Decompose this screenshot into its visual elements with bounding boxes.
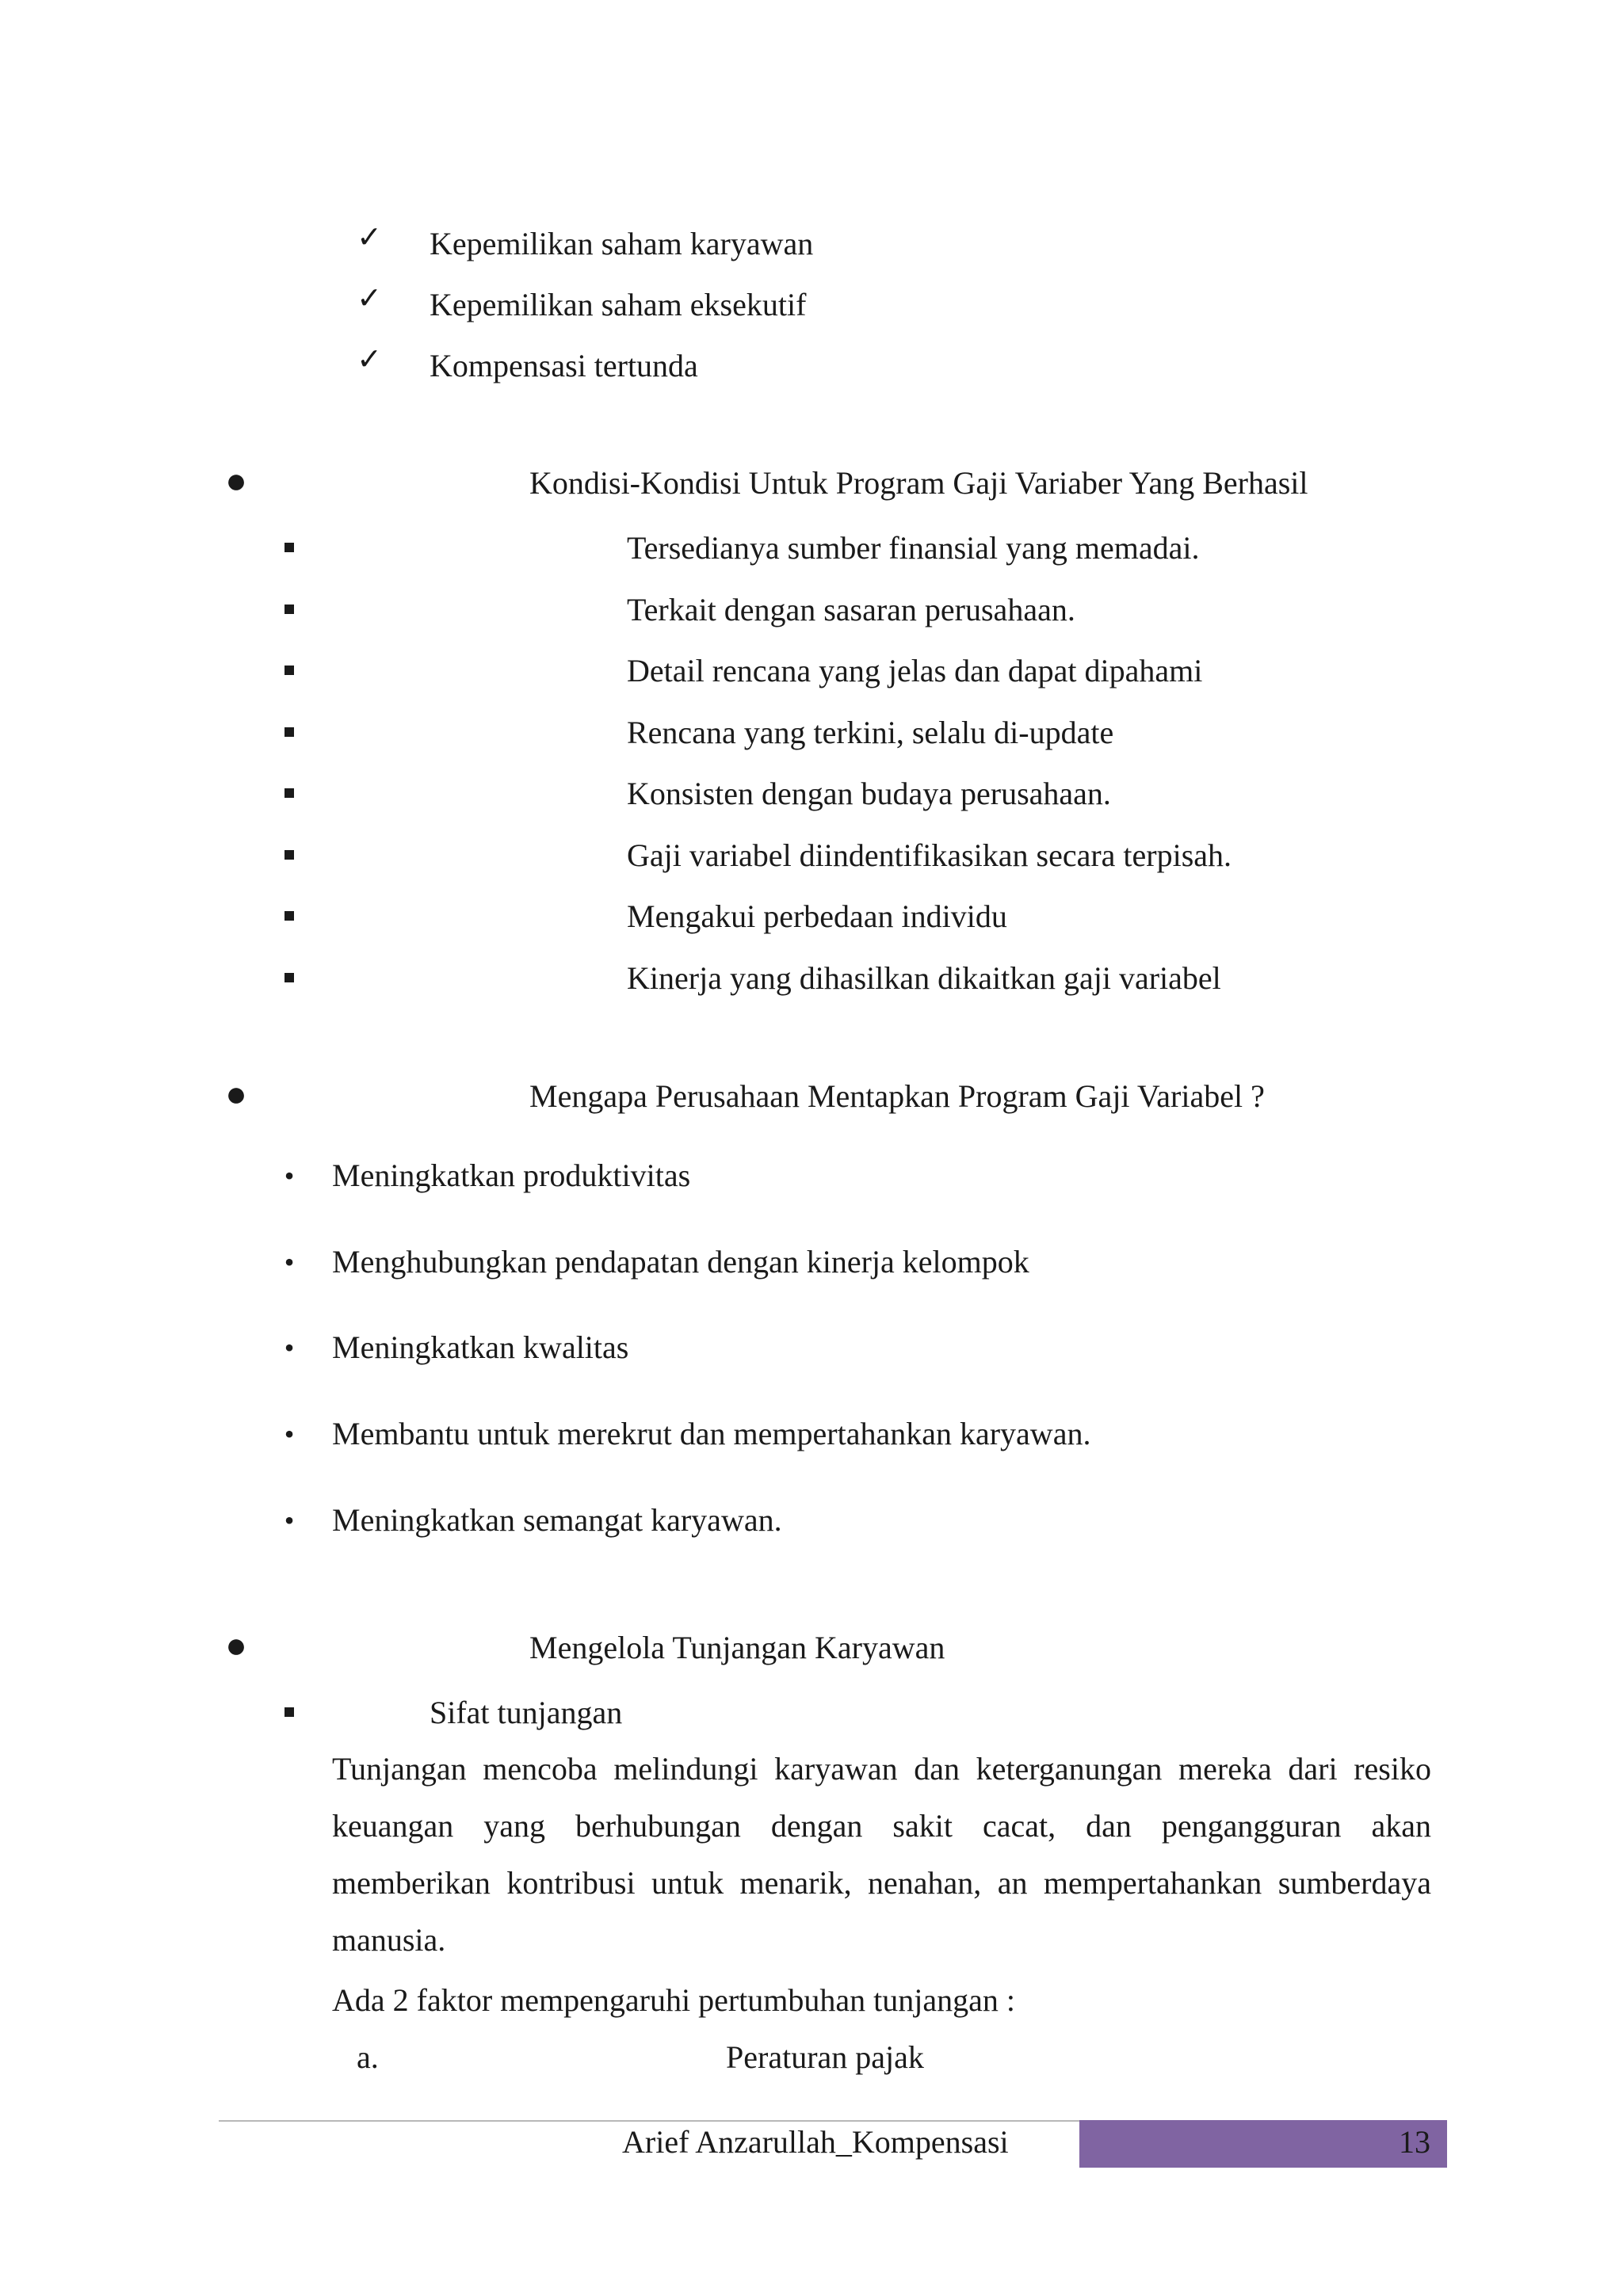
paragraph-line: keuangan yang berhubungan dengan sakit cacat, dan pengangguran akan (332, 1808, 1431, 1844)
list-item: Gaji variabel diindentifikasikan secara terpisah. (627, 837, 1232, 873)
square-bullet-icon (285, 666, 294, 675)
subheading: Sifat tunjangan (430, 1695, 623, 1730)
factor-text: Peraturan pajak (726, 2039, 924, 2075)
checklist-item: Kepemilikan saham eksekutif (430, 287, 807, 322)
checkmark-icon: ✓ (357, 280, 382, 315)
paragraph-line: memberikan kontribusi untuk menarik, nenahan, an mempertahankan sumberdaya (332, 1865, 1431, 1901)
bullet-icon: • (284, 1505, 295, 1536)
bullet-icon: ● (225, 1625, 247, 1665)
footer-title: Arief Anzarullah_Kompensasi (622, 2124, 1009, 2160)
checkmark-icon: ✓ (357, 341, 382, 376)
section-heading: Kondisi-Kondisi Untuk Program Gaji Variaber Yang Berhasil (529, 465, 1308, 501)
checklist-item: Kompensasi tertunda (430, 348, 698, 383)
list-item: Detail rencana yang jelas dan dapat dipahami (627, 653, 1203, 688)
list-item: Terkait dengan sasaran perusahaan. (627, 592, 1075, 627)
square-bullet-icon (285, 727, 294, 737)
factors-intro: Ada 2 faktor mempengaruhi pertumbuhan tunjangan : (332, 1982, 1015, 2018)
list-item: Tersedianya sumber finansial yang memadai. (627, 530, 1200, 566)
paragraph (332, 1741, 1431, 1969)
checklist-item: Kepemilikan saham karyawan (430, 226, 814, 261)
bullet-icon: ● (225, 1074, 247, 1114)
list-item: Mengakui perbedaan individu (627, 898, 1007, 934)
square-bullet-icon (285, 788, 294, 798)
list-item: Menghubungkan pendapatan dengan kinerja kelompok (332, 1244, 1029, 1280)
list-item: Konsisten dengan budaya perusahaan. (627, 776, 1111, 811)
bullet-icon: • (284, 1246, 295, 1278)
square-bullet-icon (285, 605, 294, 614)
bullet-icon: • (284, 1160, 295, 1192)
section-heading: Mengapa Perusahaan Mentapkan Program Gaji Variabel ? (529, 1078, 1265, 1114)
list-item: Meningkatkan kwalitas (332, 1329, 629, 1365)
list-item: Meningkatkan produktivitas (332, 1158, 691, 1193)
square-bullet-icon (285, 543, 294, 552)
checkmark-icon: ✓ (357, 219, 382, 254)
page-number: 13 (1399, 2124, 1430, 2160)
paragraph-line: manusia. (332, 1922, 446, 1958)
square-bullet-icon (285, 850, 294, 860)
square-bullet-icon (285, 973, 294, 982)
bullet-icon: ● (225, 460, 247, 501)
footer-accent-bar (1079, 2120, 1447, 2168)
bullet-icon: • (284, 1332, 295, 1363)
section-heading: Mengelola Tunjangan Karyawan (529, 1630, 945, 1665)
list-item: Meningkatkan semangat karyawan. (332, 1502, 782, 1538)
list-item: Rencana yang terkini, selalu di-update (627, 715, 1114, 750)
square-bullet-icon (285, 1707, 294, 1717)
bullet-icon: • (284, 1418, 295, 1450)
list-item: Membantu untuk merekrut dan mempertahankan karyawan. (332, 1416, 1091, 1451)
square-bullet-icon (285, 911, 294, 921)
factor-label: a. (357, 2039, 379, 2075)
paragraph-line: Tunjangan mencoba melindungi karyawan dan keterganungan mereka dari resiko (332, 1751, 1431, 1787)
list-item: Kinerja yang dihasilkan dikaitkan gaji variabel (627, 960, 1221, 996)
